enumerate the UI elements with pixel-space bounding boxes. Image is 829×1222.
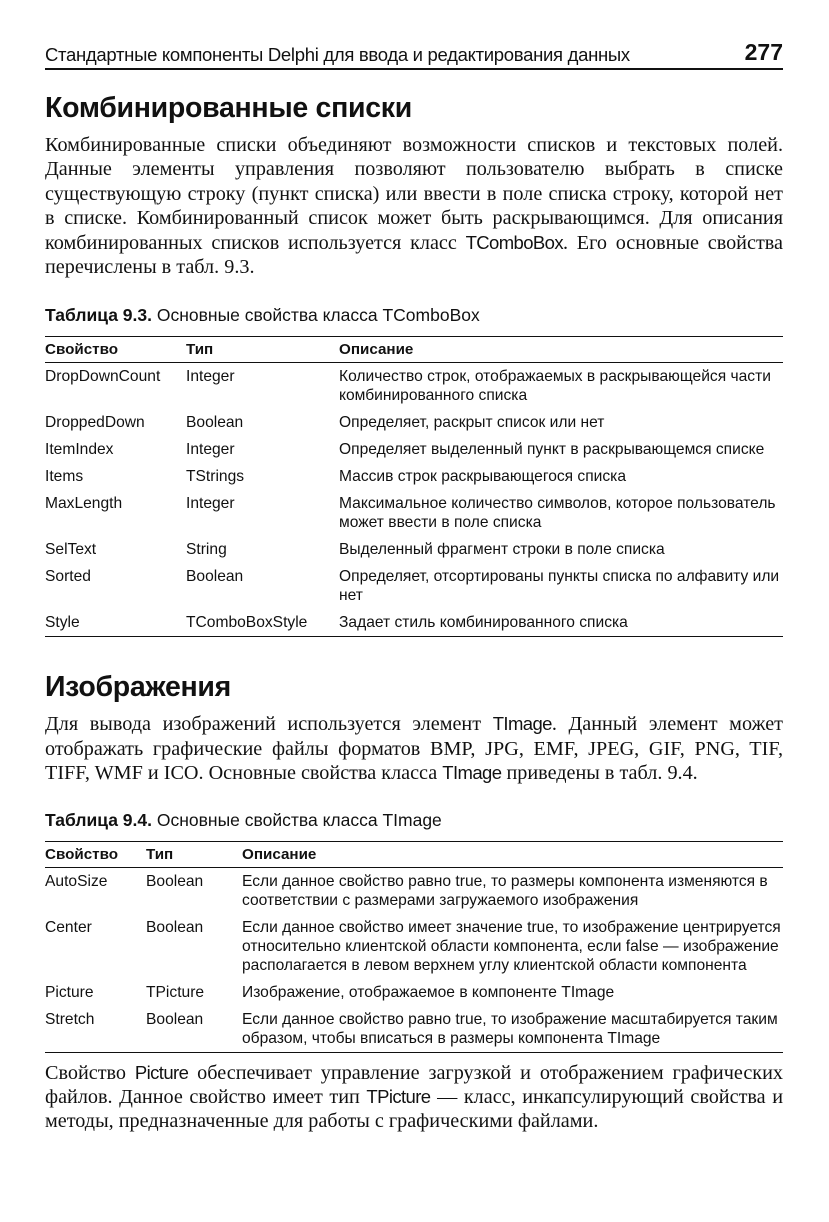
description-cell: Изображение, отображаемое в компоненте TImage (242, 983, 615, 1001)
paragraph-text: Свойство (45, 1061, 135, 1084)
combobox-intro-paragraph (45, 133, 783, 279)
class-name-term: TComboBox (465, 231, 563, 253)
class-name-term: TImage (442, 762, 502, 784)
table-row (45, 363, 783, 410)
table-row (45, 490, 783, 536)
property-name-cell: SelText (45, 541, 97, 559)
type-cell: TPicture (146, 983, 205, 1001)
table-row (45, 1006, 783, 1053)
type-cell: Boolean (146, 1006, 242, 1053)
type-cell: Integer (186, 368, 235, 386)
description-cell: Определяет выделенный пункт в раскрывающемся списке (339, 441, 765, 459)
class-name-term: TPicture (366, 1086, 431, 1108)
property-name-cell: Center (45, 918, 92, 936)
type-cell: Integer (186, 495, 235, 513)
paragraph-text: . Его основные свойства перечислены в табл. 9.3. (45, 231, 783, 279)
section-heading-images: Изображения (45, 671, 231, 704)
combobox-properties-table (45, 336, 783, 637)
table-header-row (45, 337, 783, 363)
description-cell: Количество строк, отображаемых в раскрывающейся части комбинированного списка (339, 368, 771, 405)
images-intro-paragraph (45, 712, 783, 785)
column-header: Описание (339, 337, 783, 363)
table-row (45, 609, 783, 637)
book-page (45, 38, 783, 1134)
property-name-cell: Picture (45, 983, 94, 1001)
type-cell: Integer (186, 441, 235, 459)
table-row (45, 979, 783, 1006)
property-name-term: Picture (134, 1061, 189, 1083)
column-header: Свойство (45, 841, 146, 867)
column-header: Описание (242, 841, 783, 867)
description-cell: Если данное свойство имеет значение true, то изображение центрируется относительно клиентской области компонента, если false — изображение располагается в левом верхнем углу клиентской области компонента (242, 918, 781, 974)
caption-text: Основные свойства класса TImage (152, 809, 442, 830)
property-name-cell: DropDownCount (45, 368, 161, 386)
description-cell: Определяет, раскрыт список или нет (339, 414, 605, 432)
table-caption-9-4 (45, 810, 783, 831)
property-name-cell: MaxLength (45, 495, 123, 513)
property-name-cell: Style (45, 609, 186, 637)
property-name-cell: ItemIndex (45, 441, 114, 459)
column-header: Тип (146, 841, 242, 867)
table-header-row (45, 841, 783, 867)
caption-label: Таблица 9.4. (45, 809, 152, 830)
property-name-cell: Sorted (45, 568, 91, 586)
type-cell: String (186, 541, 227, 559)
closing-paragraph (45, 1061, 783, 1134)
description-cell: Задает стиль комбинированного списка (339, 609, 783, 637)
caption-label: Таблица 9.3. (45, 305, 152, 326)
description-cell: Массив строк раскрывающегося списка (339, 468, 627, 486)
property-name-cell: DroppedDown (45, 414, 145, 432)
table-row (45, 914, 783, 979)
type-cell: Boolean (186, 414, 244, 432)
paragraph-text: приведены в табл. 9.4. (501, 762, 698, 785)
column-header: Тип (186, 337, 339, 363)
table-row (45, 536, 783, 563)
property-name-cell: AutoSize (45, 872, 108, 890)
description-cell: Если данное свойство равно true, то размеры компонента изменяются в соответствии с размерами загружаемого изображения (242, 872, 768, 909)
column-header: Свойство (45, 337, 186, 363)
type-cell: TStrings (186, 468, 245, 486)
paragraph-text: Для вывода изображений используется элемент (45, 713, 493, 736)
running-title: Стандартные компоненты Delphi для ввода и редактирования данных (45, 44, 630, 65)
paragraph-text: Комбинированные списки объединяют возможности списков и текстовых полей. Данные элементы управления позволяют пользователю выбрать в списке существующую строку (пункт списка) или ввести в поле списка строку, которой нет в списке. Комбинированный список может быть раскрывающимся. Для описания комбинированных списков используется класс (45, 134, 783, 254)
table-row (45, 867, 783, 914)
page-number: 277 (744, 39, 783, 65)
table-row (45, 409, 783, 436)
type-cell: Boolean (186, 568, 244, 586)
table-row (45, 463, 783, 490)
paragraph-text: обеспечивает управление загрузкой и отображением графических файлов. Данное свойство имеет тип (45, 1061, 783, 1109)
description-cell: Максимальное количество символов, которое пользователь может ввести в поле списка (339, 495, 776, 532)
class-name-term: TImage (492, 713, 552, 735)
section-heading-combobox: Комбинированные списки (45, 92, 412, 124)
table-row (45, 563, 783, 609)
paragraph-text: . Данный элемент может отображать графические файлы форматов BMP, JPG, EMF, JPEG, GIF, PNG, TIF, TIFF, WMF и ICO. Основные свойства класса (45, 713, 784, 785)
type-cell: Boolean (146, 872, 204, 890)
table-caption-9-3 (45, 305, 783, 326)
description-cell: Если данное свойство равно true, то изображение масштабируется таким образом, чтобы вписаться в размеры компонента TImage (242, 1006, 783, 1053)
description-cell: Определяет, отсортированы пункты списка по алфавиту или нет (339, 568, 780, 605)
property-name-cell: Stretch (45, 1006, 146, 1053)
property-name-cell: Items (45, 468, 84, 486)
type-cell: TComboBoxStyle (186, 609, 339, 637)
running-header (45, 38, 783, 70)
image-properties-table (45, 841, 783, 1053)
description-cell: Выделенный фрагмент строки в поле списка (339, 541, 665, 559)
type-cell: Boolean (146, 918, 204, 936)
table-row (45, 436, 783, 463)
paragraph-text: — класс, инкапсулирующий свойства и методы, предназначенные для работы с графическими файлами. (45, 1086, 783, 1133)
caption-text: Основные свойства класса TComboBox (152, 305, 480, 326)
